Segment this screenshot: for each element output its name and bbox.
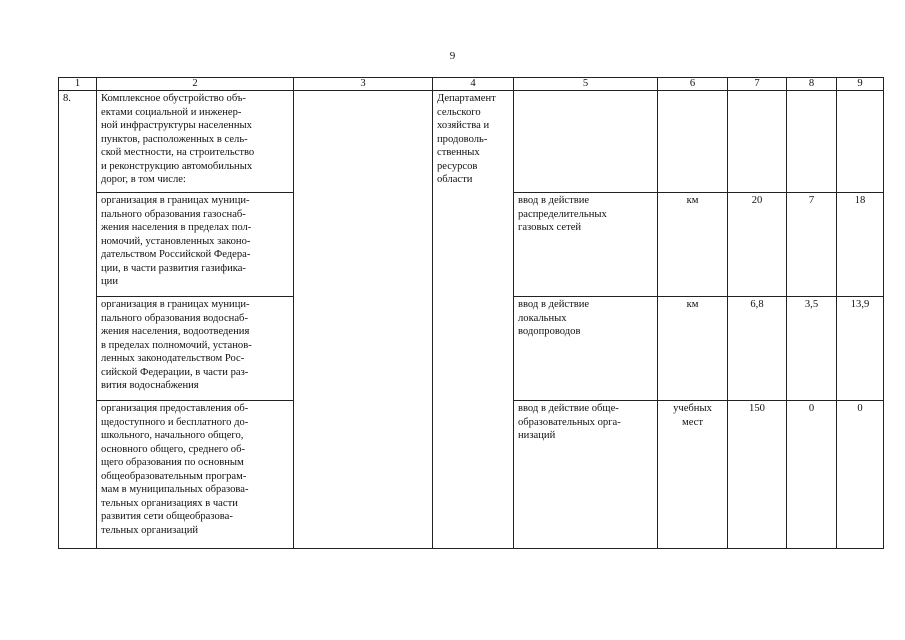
indicator-name: ввод в действие локальных водопроводов [514,297,658,401]
indicator-cell [514,91,658,193]
column-3-cell [294,91,433,549]
column-header-9: 9 [837,78,884,91]
column-header-6: 6 [658,78,728,91]
column-header-1: 1 [59,78,97,91]
value-col-7: 20 [728,193,787,297]
value-col-9: 0 [837,401,884,549]
value-col-8: 7 [787,193,837,297]
column-header-4: 4 [433,78,514,91]
unit: км [658,193,728,297]
value-7-cell [728,91,787,193]
program-table [58,77,884,549]
column-header-7: 7 [728,78,787,91]
submeasure-name: организация предоставления об- щедоступного и бесплатного до- школьного, начального общего, основного общего, среднего об- щего образования по основным общеобразовательным програм- мам в муниципальных образова- тельных организациях в части развития сети общеобразова- тельных организаций [97,401,294,549]
responsible-department: Департамент сельского хозяйства и продоволь- ственных ресурсов области [433,91,514,549]
indicator-name: ввод в действие распределительных газовых сетей [514,193,658,297]
value-col-8: 3,5 [787,297,837,401]
value-col-9: 18 [837,193,884,297]
column-header-5: 5 [514,78,658,91]
page-number: 9 [449,50,456,62]
row-number: 8. [59,91,97,549]
unit-cell [658,91,728,193]
measure-name: Комплексное обустройство объ- ектами социальной и инженер- ной инфраструктуры населенных пунктов, расположенных в сель- ской местности, на строительство и реконструкцию автомобильных дорог, в том числе: [97,91,294,193]
column-number-row [59,78,884,91]
submeasure-name: организация в границах муници- пального образования водоснаб- жения населения, водоотведения в пределах полномочий, установ- ленных законодательством Рос- сийской Федерации, в части раз- вития водоснабжения [97,297,294,401]
value-col-9: 13,9 [837,297,884,401]
value-9-cell [837,91,884,193]
column-header-3: 3 [294,78,433,91]
value-col-7: 150 [728,401,787,549]
column-header-2: 2 [97,78,294,91]
indicator-name: ввод в действие обще- образовательных орга- низаций [514,401,658,549]
value-8-cell [787,91,837,193]
unit: км [658,297,728,401]
submeasure-name: организация в границах муници- пального образования газоснаб- жения населения в пределах пол- номочий, установленных законо- дательством Российской Федера- ции, в части развития газифика- ции [97,193,294,297]
unit: учебных мест [658,401,728,549]
value-col-7: 6,8 [728,297,787,401]
value-col-8: 0 [787,401,837,549]
table-row [59,91,884,193]
column-header-8: 8 [787,78,837,91]
